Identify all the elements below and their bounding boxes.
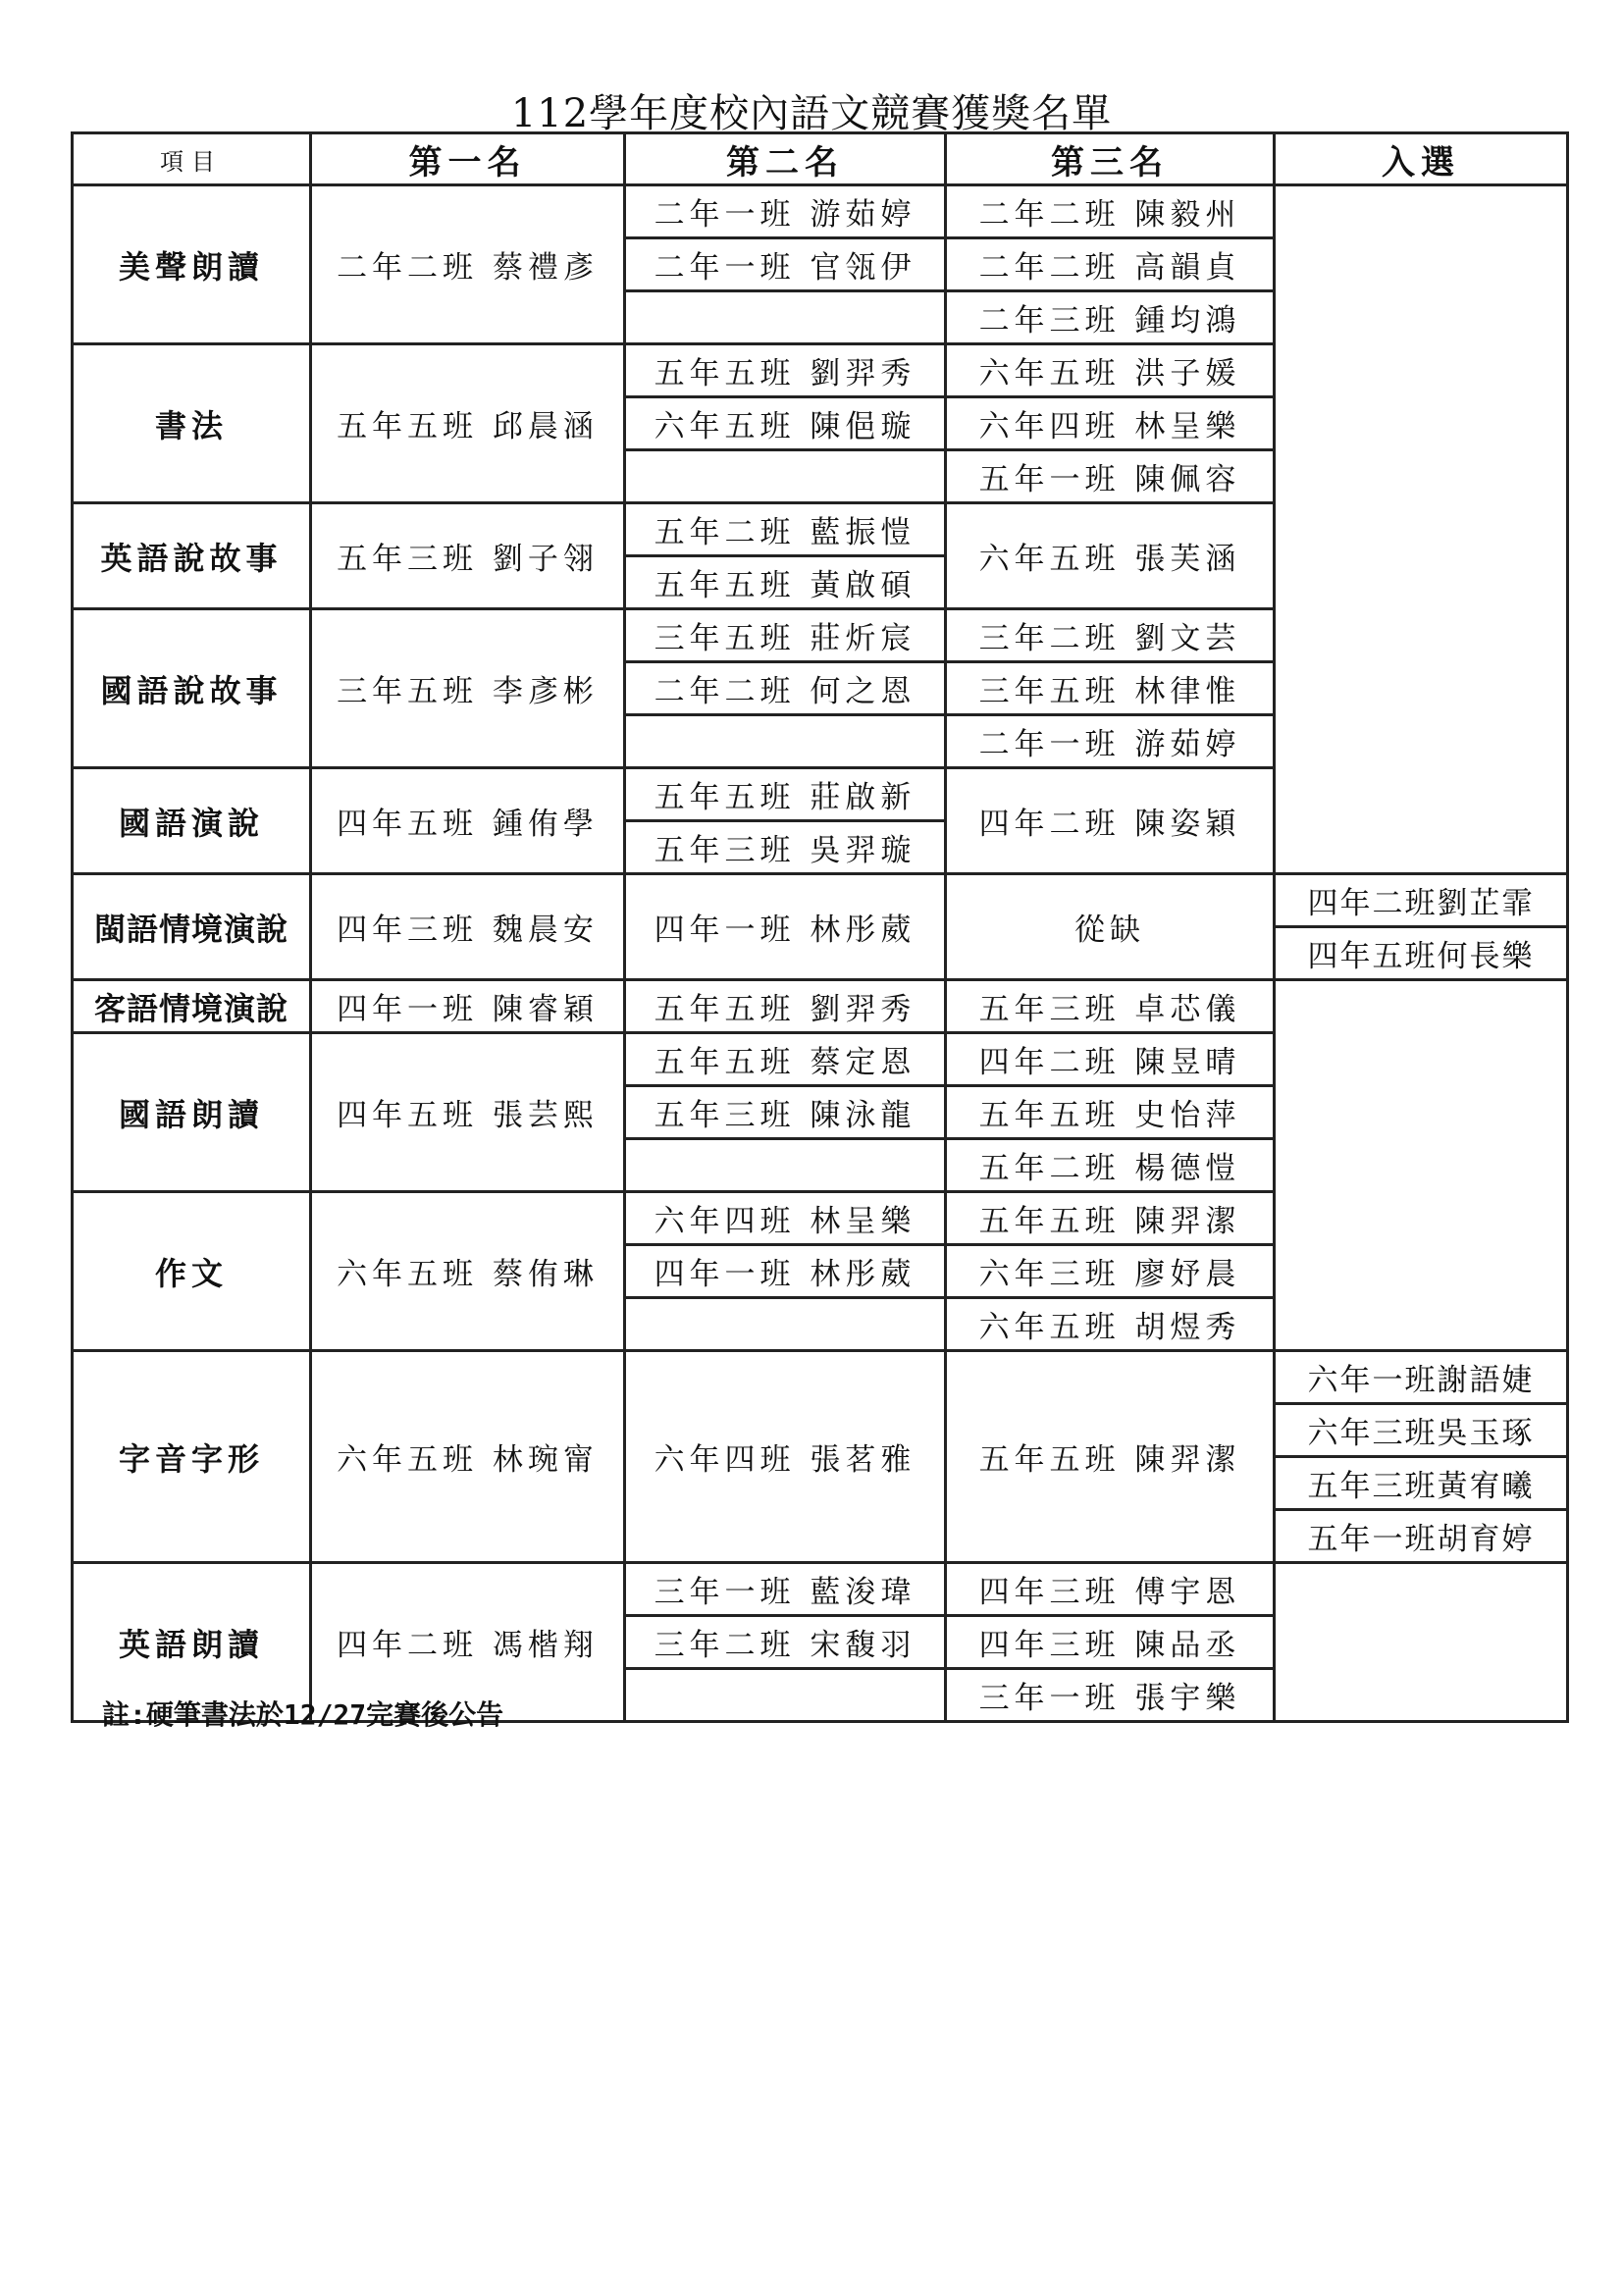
table-row bbox=[73, 1563, 1568, 1616]
category-cell: 美聲朗讀 bbox=[73, 185, 311, 344]
second-place-cell: 六年四班 張茗雅 bbox=[625, 1351, 946, 1563]
second-place-empty-cell bbox=[625, 715, 946, 768]
third-place-cell: 五年五班 陳羿潔 bbox=[946, 1351, 1275, 1563]
first-place-cell: 四年三班 魏晨安 bbox=[311, 874, 625, 980]
third-place-cell: 五年三班 卓芯儀 bbox=[946, 980, 1275, 1033]
award-table bbox=[71, 131, 1569, 1723]
first-place-cell: 三年五班 李彥彬 bbox=[311, 609, 625, 768]
category-cell: 作文 bbox=[73, 1192, 311, 1351]
table-row bbox=[73, 185, 1568, 238]
first-place-cell: 六年五班 林琬甯 bbox=[311, 1351, 625, 1563]
third-place-cell: 六年五班 洪子媛 bbox=[946, 344, 1275, 397]
third-place-cell: 二年二班 陳毅州 bbox=[946, 185, 1275, 238]
third-place-cell: 二年三班 鍾均鴻 bbox=[946, 291, 1275, 344]
second-place-empty-cell bbox=[625, 1139, 946, 1192]
selected-cell: 四年五班何長樂 bbox=[1275, 927, 1568, 980]
first-place-cell: 四年五班 張芸熙 bbox=[311, 1033, 625, 1192]
second-place-cell: 二年一班 官瓴伊 bbox=[625, 238, 946, 291]
second-place-cell: 五年三班 陳泳龍 bbox=[625, 1086, 946, 1139]
third-place-cell: 五年二班 楊德愷 bbox=[946, 1139, 1275, 1192]
third-place-cell: 二年一班 游茹婷 bbox=[946, 715, 1275, 768]
third-place-cell: 四年三班 傅宇恩 bbox=[946, 1563, 1275, 1616]
second-place-cell: 三年二班 宋馥羽 bbox=[625, 1616, 946, 1669]
third-place-cell: 二年二班 高韻貞 bbox=[946, 238, 1275, 291]
first-place-cell: 四年一班 陳睿穎 bbox=[311, 980, 625, 1033]
second-place-cell: 二年一班 游茹婷 bbox=[625, 185, 946, 238]
second-place-cell: 三年五班 莊炘宸 bbox=[625, 609, 946, 662]
selected-empty-cell bbox=[1275, 185, 1568, 874]
header-third: 第三名 bbox=[946, 133, 1275, 185]
table-row bbox=[73, 1351, 1568, 1404]
category-cell: 書法 bbox=[73, 344, 311, 503]
selected-cell: 六年一班謝語婕 bbox=[1275, 1351, 1568, 1404]
second-place-cell: 四年一班 林彤葳 bbox=[625, 1245, 946, 1298]
third-place-cell: 三年二班 劉文芸 bbox=[946, 609, 1275, 662]
second-place-cell: 五年五班 黃啟碩 bbox=[625, 556, 946, 609]
selected-cell: 五年三班黃宥曦 bbox=[1275, 1457, 1568, 1510]
header-second: 第二名 bbox=[625, 133, 946, 185]
first-place-cell: 六年五班 蔡侑琳 bbox=[311, 1192, 625, 1351]
second-place-cell: 五年五班 蔡定恩 bbox=[625, 1033, 946, 1086]
third-place-cell: 六年三班 廖妤晨 bbox=[946, 1245, 1275, 1298]
selected-cell: 六年三班吳玉琢 bbox=[1275, 1404, 1568, 1457]
category-cell: 英語說故事 bbox=[73, 503, 311, 609]
second-place-cell: 五年五班 劉羿秀 bbox=[625, 344, 946, 397]
header-item: 項目 bbox=[73, 133, 311, 185]
third-place-cell: 四年二班 陳昱晴 bbox=[946, 1033, 1275, 1086]
third-place-cell: 六年四班 林呈樂 bbox=[946, 397, 1275, 450]
header-selected: 入選 bbox=[1275, 133, 1568, 185]
second-place-cell: 五年五班 莊啟新 bbox=[625, 768, 946, 821]
third-place-cell: 五年五班 陳羿潔 bbox=[946, 1192, 1275, 1245]
second-place-empty-cell bbox=[625, 291, 946, 344]
first-place-cell: 四年二班 馮楷翔 bbox=[311, 1563, 625, 1722]
table-row bbox=[73, 874, 1568, 927]
third-place-cell: 四年三班 陳品丞 bbox=[946, 1616, 1275, 1669]
second-place-cell: 六年四班 林呈樂 bbox=[625, 1192, 946, 1245]
category-cell: 國語朗讀 bbox=[73, 1033, 311, 1192]
table-row bbox=[73, 980, 1568, 1033]
category-cell: 國語演說 bbox=[73, 768, 311, 874]
second-place-cell: 五年五班 劉羿秀 bbox=[625, 980, 946, 1033]
second-place-cell: 二年二班 何之恩 bbox=[625, 662, 946, 715]
third-place-cell: 六年五班 張芙涵 bbox=[946, 503, 1275, 609]
second-place-cell: 五年二班 藍振愷 bbox=[625, 503, 946, 556]
first-place-cell: 五年三班 劉子翎 bbox=[311, 503, 625, 609]
third-place-cell: 五年五班 史怡萍 bbox=[946, 1086, 1275, 1139]
second-place-empty-cell bbox=[625, 450, 946, 503]
category-cell: 英語朗讀 bbox=[73, 1563, 311, 1722]
second-place-empty-cell bbox=[625, 1669, 946, 1722]
second-place-cell: 四年一班 林彤葳 bbox=[625, 874, 946, 980]
category-cell: 國語說故事 bbox=[73, 609, 311, 768]
third-place-cell: 三年五班 林律惟 bbox=[946, 662, 1275, 715]
second-place-cell: 三年一班 藍浚瑋 bbox=[625, 1563, 946, 1616]
second-place-cell: 六年五班 陳俋璇 bbox=[625, 397, 946, 450]
third-place-cell: 五年一班 陳佩容 bbox=[946, 450, 1275, 503]
first-place-cell: 四年五班 鍾侑學 bbox=[311, 768, 625, 874]
header-first: 第一名 bbox=[311, 133, 625, 185]
selected-empty-cell bbox=[1275, 1563, 1568, 1722]
category-cell: 閩語情境演說 bbox=[73, 874, 311, 980]
footnote: 註:硬筆書法於12/27完賽後公告 bbox=[102, 1698, 504, 1731]
third-place-cell: 六年五班 胡煜秀 bbox=[946, 1298, 1275, 1351]
category-cell: 客語情境演說 bbox=[73, 980, 311, 1033]
third-place-vacant-cell: 從缺 bbox=[946, 874, 1275, 980]
second-place-empty-cell bbox=[625, 1298, 946, 1351]
first-place-cell: 二年二班 蔡禮彥 bbox=[311, 185, 625, 344]
first-place-cell: 五年五班 邱晨涵 bbox=[311, 344, 625, 503]
second-place-cell: 五年三班 吳羿璇 bbox=[625, 821, 946, 874]
selected-cell: 五年一班胡育婷 bbox=[1275, 1510, 1568, 1563]
third-place-cell: 四年二班 陳姿穎 bbox=[946, 768, 1275, 874]
selected-empty-cell bbox=[1275, 980, 1568, 1351]
third-place-cell: 三年一班 張宇樂 bbox=[946, 1669, 1275, 1722]
selected-cell: 四年二班劉芷霏 bbox=[1275, 874, 1568, 927]
header-row bbox=[73, 133, 1568, 185]
page-title: 112學年度校內語文競賽獲獎名單 bbox=[510, 91, 1113, 136]
category-cell: 字音字形 bbox=[73, 1351, 311, 1563]
